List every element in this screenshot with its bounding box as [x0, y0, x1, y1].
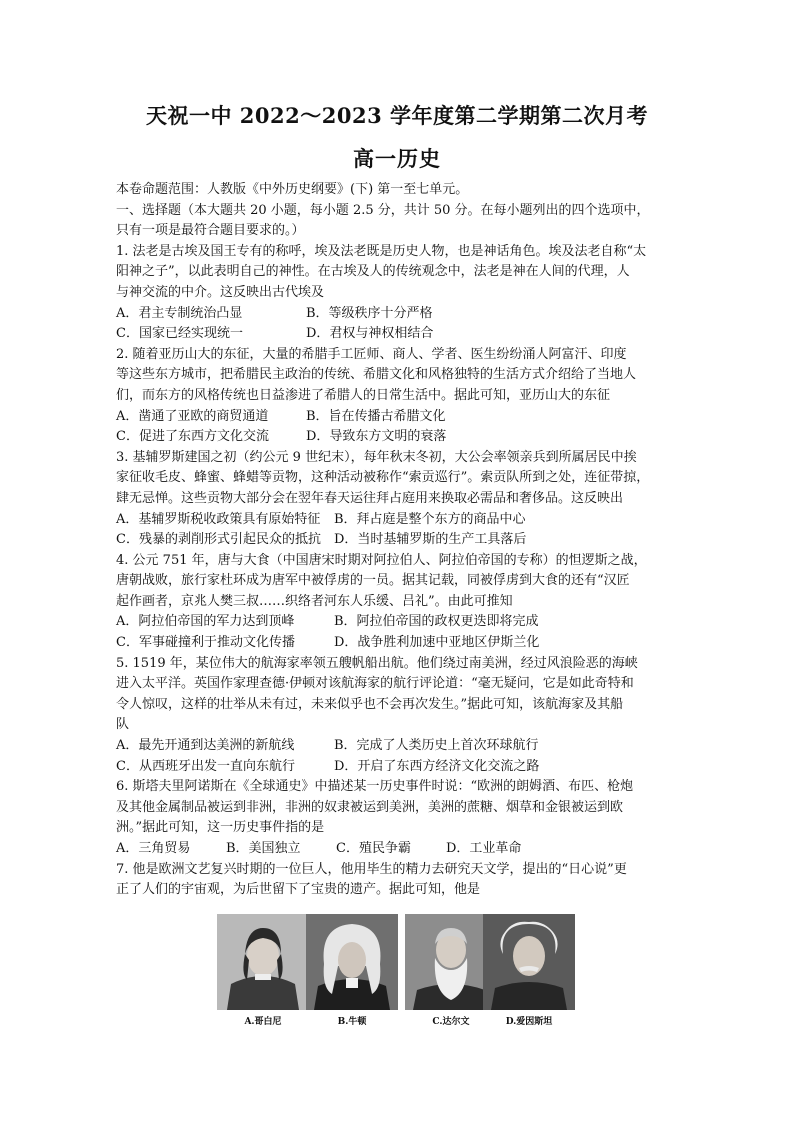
figure-caption: D.爱因斯坦: [505, 1017, 553, 1027]
option-d: D．战争胜利加速中亚地区伊斯兰化: [334, 635, 540, 651]
question-text: 3. 基辅罗斯建国之初（约公元 9 世纪末），每年秋末冬初，大公会率领亲兵到所属居民中挨: [116, 449, 637, 465]
portrait-figures: [217, 914, 577, 1032]
exam-body: [116, 180, 676, 901]
option-b: B．阿拉伯帝国的政权更迭即将完成: [334, 614, 539, 630]
question-text: 1. 法老是古埃及国王专有的称呼，埃及法老既是历史人物，也是神话角色。埃及法老自称“太: [116, 243, 647, 259]
option-a: A．凿通了亚欧的商贸通道: [116, 408, 269, 424]
option-c: C．殖民争霸: [336, 841, 411, 856]
question-2: [116, 345, 676, 448]
question-3: [116, 448, 676, 551]
section-instruction: 一、选择题（本大题共 20 小题，每小题 2.5 分，共计 50 分。在每小题列出的四个选项中，: [116, 202, 650, 218]
option-a: A．最先开通到达美洲的新航线: [116, 738, 295, 754]
question-text: 唐朝战败，旅行家杜环成为唐军中被俘虏的一员。据其记载，同被俘虏到大食的还有“汉匠: [116, 573, 630, 589]
option-d: D．工业革命: [446, 841, 522, 856]
option-b: B．等级秩序十分严格: [306, 305, 433, 321]
option-d: D．开启了东西方经济文化交流之路: [334, 758, 540, 774]
question-text: 起作画者，京兆人樊三叔……织络者河东人乐缓、吕礼”。由此可推知: [116, 593, 513, 609]
option-a: A．三角贸易: [116, 841, 191, 856]
option-a: A．基辅罗斯税收政策具有原始特征: [116, 511, 321, 527]
question-text: 4. 公元 751 年，唐与大食（中国唐宋时期对阿拉伯人、阿拉伯帝国的专称）的怛逻斯之战，: [116, 552, 647, 568]
option-d: D．导致东方文明的衰落: [306, 429, 447, 445]
figure-caption: A.哥白尼: [244, 1017, 282, 1027]
figure-a: [217, 914, 309, 1027]
scope-line: 本卷命题范围：人教版《中外历史纲要》(下) 第一至七单元。: [116, 182, 469, 197]
question-4: [116, 551, 676, 654]
question-text: 队: [116, 717, 130, 733]
option-c: C．残暴的剥削形式引起民众的抵抗: [116, 532, 321, 548]
option-c: C．从西班牙出发一直向东航行: [116, 758, 295, 774]
figure-caption: C.达尔文: [432, 1017, 470, 1027]
option-c: C．促进了东西方文化交流: [116, 429, 269, 445]
question-text: 们，而东方的风格传统也日益渗进了希腊人的日常生活中。据此可知，亚历山大的东征: [116, 387, 611, 403]
question-text: 及其他金属制品被运到非洲，非洲的奴隶被运到美洲，美洲的蔗糖、烟草和金银被运到欧: [116, 799, 624, 815]
figure-b: [306, 914, 398, 1027]
question-5: [116, 654, 676, 778]
question-text: 肆无忌惮。这些贡物大部分会在翌年春天运往拜占庭用来换取必需品和奢侈品。这反映出: [116, 490, 624, 506]
question-text: 正了人们的宇宙观，为后世留下了宝贵的遗产。据此可知，他是: [116, 882, 481, 898]
option-b: B．拜占庭是整个东方的商品中心: [334, 511, 526, 527]
option-d: D．君权与神权相结合: [306, 326, 434, 342]
question-text: 等这些东方城市，把希腊民主政治的传统、希腊文化和风格独特的生活方式介绍给了当地人: [116, 367, 637, 383]
figure-d: [483, 914, 575, 1027]
question-7: [116, 860, 676, 901]
option-d: D．当时基辅罗斯的生产工具落后: [334, 532, 527, 548]
question-text: 家征收毛皮、蜂蜜、蜂蜡等贡物，这种活动被称作“索贡巡行”。索贡队所到之处，连征带掠，: [116, 470, 650, 486]
question-text: 进入太平洋。英国作家理查德·伊顿对该航海家的航行评论道：“毫无疑问，它是如此奇特和: [116, 676, 634, 692]
portrait-einstein-icon: [483, 914, 575, 1010]
question-text: 2. 随着亚历山大的东征，大量的希腊手工匠师、商人、学者、医生纷纷涌人阿富汗、印度: [116, 346, 627, 362]
option-a: A．君主专制统治凸显: [116, 305, 243, 321]
page-subtitle: 高一历史: [353, 146, 441, 171]
question-text: 阳神之子”，以此表明自己的神性。在古埃及人的传统观念中，法老是神在人间的代理，人: [116, 264, 630, 280]
option-b: B．完成了人类历史上首次环球航行: [334, 738, 539, 754]
option-b: B．美国独立: [226, 841, 301, 856]
option-b: B．旨在传播古希腊文化: [306, 408, 446, 424]
section-instruction: 只有一项是最符合题目要求的。）: [116, 223, 305, 239]
question-text: 令人惊叹，这样的壮举从未有过，未来似乎也不会再次发生。”据此可知，该航海家及其船: [116, 696, 624, 712]
portrait-copernicus-icon: [217, 914, 309, 1010]
option-c: C．军事碰撞利于推动文化传播: [116, 635, 295, 651]
page-title: 天祝一中 2022～2023 学年度第二学期第二次月考: [145, 103, 648, 128]
question-text: 与神交流的中介。这反映出古代埃及: [116, 284, 325, 300]
question-1: [116, 242, 676, 345]
figure-caption: B.牛顿: [337, 1017, 367, 1027]
question-text: 6. 斯塔夫里阿诺斯在《全球通史》中描述某一历史事件时说：“欧洲的朗姆酒、布匹、枪炮: [116, 779, 634, 795]
question-text: 7. 他是欧洲文艺复兴时期的一位巨人，他用毕生的精力去研究天文学，提出的“日心说”更: [116, 861, 627, 877]
question-text: 洲。”据此可知，这一历史事件指的是: [116, 820, 325, 836]
option-c: C．国家已经实现统一: [116, 326, 243, 342]
question-6: [116, 777, 676, 859]
option-a: A．阿拉伯帝国的军力达到顶峰: [116, 614, 295, 630]
portrait-newton-icon: [306, 914, 398, 1010]
question-text: 5. 1519 年，某位伟大的航海家率领五艘帆船出航。他们绕过南美洲，经过风浪险恶的海峡: [116, 655, 638, 671]
